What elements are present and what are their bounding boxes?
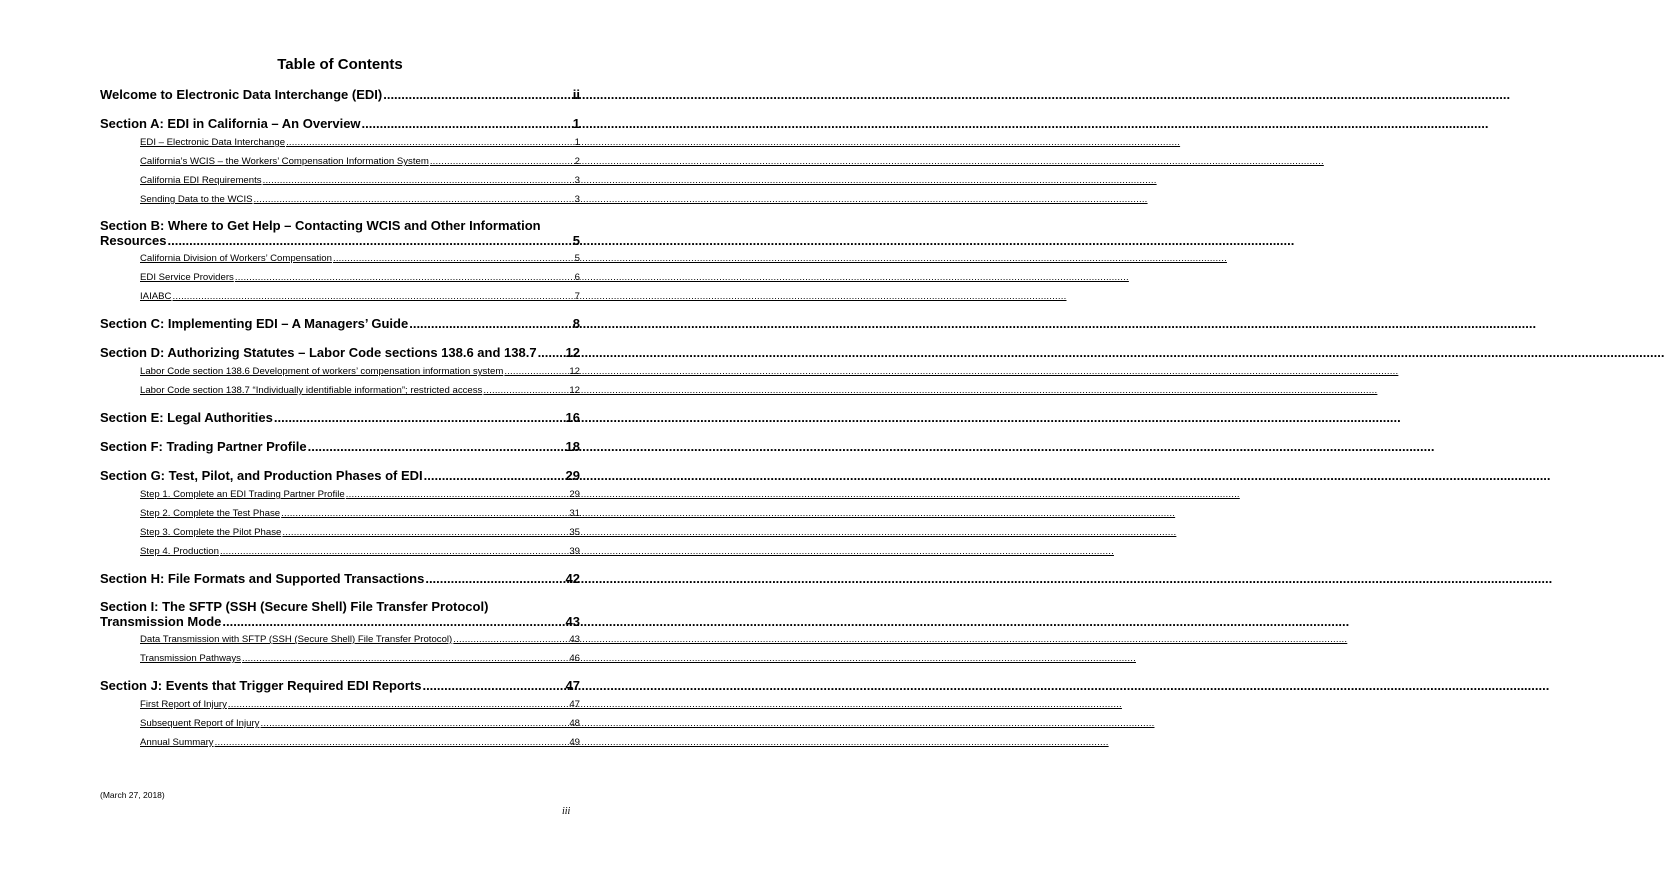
toc-entry-label: Welcome to Electronic Data Interchange (EDI) [100,87,383,102]
toc-section-7[interactable] [100,570,580,587]
toc-subentry-page: 43 [569,634,580,645]
toc-subentry-label: Sending Data to the WCIS [140,194,253,205]
toc-subentry[interactable] [140,736,580,749]
dot-leader [274,409,565,426]
toc-subentry-label: California Division of Workers’ Compensation [140,253,332,264]
toc-subentry[interactable] [140,252,580,265]
dot-leader [215,736,569,749]
toc-section-label-line1: Section I: The SFTP (SSH (Secure Shell) File Transfer Protocol) [100,599,489,614]
toc-subentry-label: Subsequent Report of Injury [140,718,260,729]
toc-section-page: 29 [565,468,580,483]
toc-subentry[interactable] [140,136,580,149]
dot-leader [220,545,568,558]
toc-section-label: Section C: Implementing EDI – A Managers’ Guide [100,316,409,331]
toc-section-6[interactable] [100,467,580,484]
toc-subentry-page: 29 [569,489,580,500]
dot-leader [254,193,574,206]
toc-subentry-page: 35 [569,527,580,538]
toc-section-label: Section E: Legal Authorities [100,410,273,425]
dot-leader [422,677,564,694]
dot-leader [222,614,564,629]
page-title: Table of Contents [277,56,403,73]
toc-subentry-label: Labor Code section 138.7 “Individually identifiable information”; restricted access [140,385,483,396]
toc-section-0[interactable] [100,115,580,132]
toc-entry-page: ii [572,87,580,102]
page-number: iii [562,806,571,817]
toc-section-label: Transmission Mode [100,614,222,629]
dot-leader [172,290,573,303]
dot-leader [333,252,574,265]
dot-leader [308,438,565,455]
toc-subentry-label: Step 2. Complete the Test Phase [140,508,281,519]
dot-leader [483,384,568,397]
toc-section-row [100,614,580,629]
toc-section-label: Section F: Trading Partner Profile [100,439,307,454]
toc-section-2[interactable] [100,315,580,332]
toc-section-9[interactable] [100,677,580,694]
dot-leader [425,570,564,587]
toc-subentry[interactable] [140,698,580,711]
toc-subentry-label: California’s WCIS – the Workers’ Compensation Information System [140,156,429,167]
dot-leader [504,365,568,378]
toc-subentry-label: Transmission Pathways [140,653,241,664]
dot-leader [228,698,568,711]
toc-subentry-label: Step 3. Complete the Pilot Phase [140,527,282,538]
dot-leader [346,488,569,501]
toc-section-8[interactable] [100,599,580,629]
toc-subentry[interactable] [140,384,580,397]
toc-section-page: 12 [565,345,580,360]
toc-section-page: 16 [565,410,580,425]
toc-subentry-label: Labor Code section 138.6 Development of workers’ compensation information system [140,366,504,377]
toc-section-page: 47 [565,678,580,693]
dot-leader [281,507,568,520]
dot-leader [286,136,574,149]
toc-subentry-label: Step 4. Production [140,546,219,557]
toc-subentry-page: 1 [574,137,580,148]
toc-section-page: 5 [572,233,580,248]
toc-entry-welcome[interactable] [100,86,580,103]
toc-subentry-label: IAIABC [140,291,172,302]
dot-leader [282,526,568,539]
toc-subentry-page: 47 [569,699,580,710]
dot-leader [362,115,572,132]
toc-subentry-page: 5 [574,253,580,264]
toc-subentry[interactable] [140,155,580,168]
toc-subentry-label: California EDI Requirements [140,175,262,186]
toc-section-label: Section D: Authorizing Statutes – Labor Code sections 138.6 and 138.7 [100,345,537,360]
toc-section-label-line1: Section B: Where to Get Help – Contacting WCIS and Other Information [100,218,541,233]
toc-section-page: 8 [572,316,580,331]
toc-subentry-label: Data Transmission with SFTP (SSH (Secure Shell) File Transfer Protocol) [140,634,453,645]
toc-subentry-page: 46 [569,653,580,664]
toc-section-page: 42 [565,571,580,586]
toc-subentry-label: Step 1. Complete an EDI Trading Partner Profile [140,489,345,500]
toc-subentry-page: 6 [574,272,580,283]
toc-section-page: 1 [572,116,580,131]
document-page [0,0,680,880]
toc-subentry-page: 3 [574,194,580,205]
dot-leader [383,86,572,103]
toc-section-label: Section J: Events that Trigger Required EDI Reports [100,678,422,693]
toc-subentry[interactable] [140,633,580,646]
toc-subentry-page: 12 [569,366,580,377]
toc-section-1[interactable] [100,218,580,248]
dot-leader [263,174,574,187]
dot-leader [260,717,568,730]
toc-section-row [100,233,580,248]
toc-subentry[interactable] [140,717,580,730]
toc-subentry-page: 48 [569,718,580,729]
revision-date: (March 27, 2018) [100,790,165,800]
toc-section-5[interactable] [100,438,580,455]
toc-subentry-label: EDI – Electronic Data Interchange [140,137,286,148]
table-of-contents [100,86,580,749]
toc-section-3[interactable] [100,344,580,361]
toc-section-label: Section A: EDI in California – An Overview [100,116,361,131]
toc-subentry[interactable] [140,174,580,187]
dot-leader [453,633,568,646]
toc-subentry-page: 2 [574,156,580,167]
toc-subentry-page: 12 [569,385,580,396]
toc-section-label: Section H: File Formats and Supported Transactions [100,571,425,586]
toc-subentry-page: 7 [574,291,580,302]
toc-subentry-label: Annual Summary [140,737,214,748]
dot-leader [538,344,565,361]
toc-subentry[interactable] [140,290,580,303]
toc-section-page: 18 [565,439,580,454]
dot-leader [242,652,568,665]
toc-subentry[interactable] [140,488,580,501]
dot-leader [409,315,572,332]
dot-leader [430,155,574,168]
toc-subentry-page: 3 [574,175,580,186]
toc-subentry[interactable] [140,545,580,558]
toc-subentry[interactable] [140,526,580,539]
toc-subentry[interactable] [140,365,580,378]
toc-subentry-label: First Report of Injury [140,699,227,710]
toc-subentry-page: 39 [569,546,580,557]
toc-subentry[interactable] [140,507,580,520]
toc-subentry[interactable] [140,193,580,206]
toc-subentry[interactable] [140,652,580,665]
toc-section-4[interactable] [100,409,580,426]
dot-leader [235,271,574,284]
dot-leader [424,467,565,484]
toc-section-label: Resources [100,233,167,248]
toc-subentry-page: 31 [569,508,580,519]
toc-subentry-page: 49 [569,737,580,748]
toc-section-page: 43 [565,614,580,629]
toc-section-label: Section G: Test, Pilot, and Production Phases of EDI [100,468,423,483]
toc-subentry[interactable] [140,271,580,284]
dot-leader [167,233,571,248]
toc-subentry-label: EDI Service Providers [140,272,234,283]
